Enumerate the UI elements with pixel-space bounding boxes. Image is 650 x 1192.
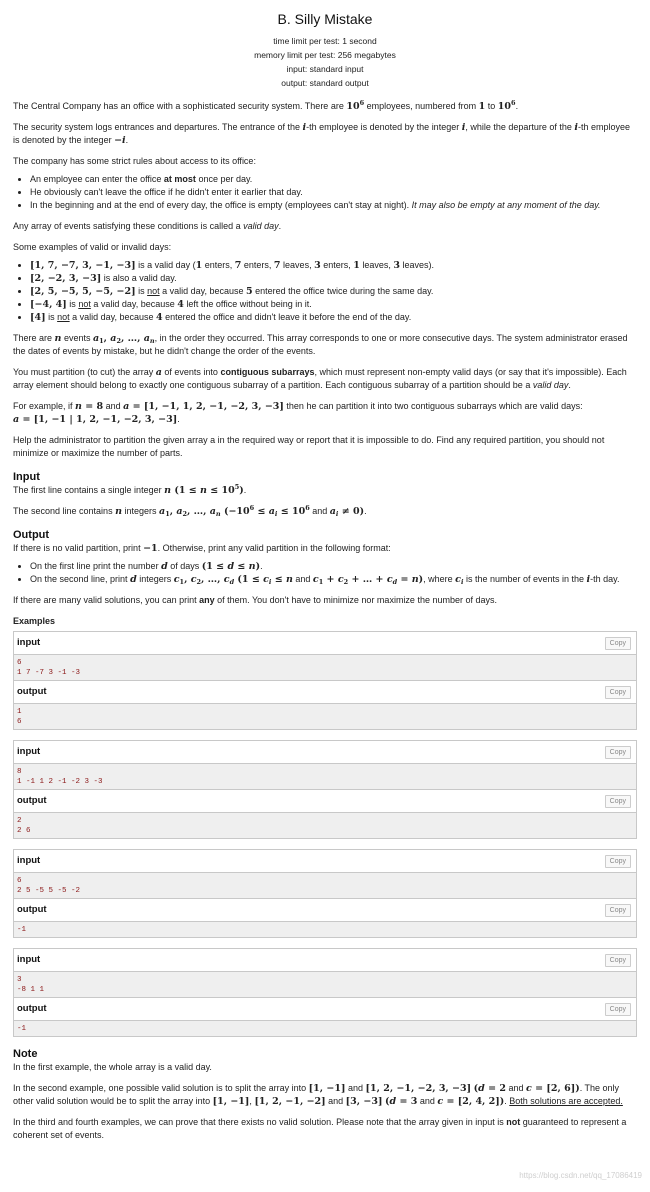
example-output-header: output Copy [14, 790, 636, 813]
list-item: • [2, −2, 3, −3] is also a valid day. [30, 272, 637, 285]
copy-button[interactable]: Copy [605, 637, 631, 650]
examples-section [13, 615, 637, 1037]
day-examples-list [13, 259, 637, 324]
list-item: • In the beginning and at the end of every day, the office is empty (employees can't stay at night). It may also be empty at any moment of the day. [30, 199, 637, 212]
statement-paragraph: Any array of events satisfying these conditions is called a valid day. [13, 221, 282, 231]
output-format-list [13, 560, 637, 586]
input-line-2: The second line contains n integers $a_1$, $a_2$, …, $a_n$ ($-10^6 \le a_i \le 10^6$ and $a_i \ne 0$). [13, 504, 367, 518]
example-input: 3 -8 1 1 [14, 972, 636, 998]
list-item: • On the second line, print d integers $c_1$, $c_2$, …, $c_d$ ($1 \le c_i \le n$ and $c_1 + c_2$ + … + $c_d = n$), where $c_i$ is the number of events in the i-th day. [30, 573, 637, 586]
example-input-header: input Copy [14, 741, 636, 764]
example-input-header: input Copy [14, 949, 636, 972]
input-line-1: The first line contains a single integer n $(1 \le n \le 10^5)$. [13, 483, 247, 496]
note-paragraph: In the first example, the whole array is a valid day. [13, 1062, 212, 1072]
example-block [13, 740, 637, 839]
example-block [13, 849, 637, 938]
example-block [13, 631, 637, 730]
statement-paragraph: Some examples of valid or invalid days: [13, 242, 172, 252]
statement-paragraph: The company has some strict rules about access to its office: [13, 156, 256, 166]
list-item: • On the first line print the number d of days (1 ≤ d ≤ n). [30, 560, 637, 573]
list-item: • An employee can enter the office at most once per day. [30, 173, 637, 186]
problem-title: B. Silly Mistake [277, 11, 373, 27]
memory-limit: memory limit per test: 256 megabytes [254, 50, 396, 60]
copy-button[interactable]: Copy [605, 954, 631, 967]
copy-button[interactable]: Copy [605, 855, 631, 868]
statement-paragraph: There are n events $a_1$, $a_2$, …, $a_n$, in the order they occurred. This array corresponds to one or more consecutive days. The system administrator erased the dates of events by mistake, but he didn't change the order of the events. [13, 333, 628, 356]
list-item: • He obviously can't leave the office if he didn't enter it earlier that day. [30, 186, 637, 199]
output-type: output: standard output [281, 78, 369, 88]
example-output-header: output Copy [14, 899, 636, 922]
example-output: -1 [14, 922, 636, 937]
examples-title: Examples [13, 616, 56, 626]
statement-paragraph: For example, if n = 8 and a = [1, −1, 1, 2, −1, −2, 3, −3] then he can partition it into two contiguous subarrays which are valid days: a = [1, −1 | 1, 2, −1, −2, 3, −3]. [13, 401, 583, 425]
statement-paragraph: The security system logs entrances and departures. The entrance of the i-th employee is denoted by the integer i, while the departure of the i-th employee is denoted by the integer −i. [13, 122, 631, 146]
example-output: 2 2 6 [14, 813, 636, 838]
statement-paragraph: You must partition (to cut) the array a of events into contiguous subarrays, which must represent non-empty valid days (or say that it's impossible). Each array element should belong to exactly one contiguous subarray of a partition. Each contiguous subarray of a partition should be a valid day. [13, 367, 627, 390]
output-section [13, 528, 637, 607]
note-title: Note [13, 1048, 38, 1060]
example-block [13, 948, 637, 1037]
list-item: • [1, 7, −7, 3, −1, −3] is a valid day (1 enters, 7 enters, 7 leaves, 3 enters, 1 leaves, 3 leaves). [30, 259, 637, 272]
output-line-1: If there is no valid partition, print −1. Otherwise, print any valid partition in the following format: [13, 543, 391, 554]
example-input: 6 1 7 -7 3 -1 -3 [14, 655, 636, 681]
example-output-header: output Copy [14, 681, 636, 704]
example-output: -1 [14, 1021, 636, 1036]
copy-button[interactable]: Copy [605, 1003, 631, 1016]
example-output: 1 6 [14, 704, 636, 729]
input-section [13, 470, 637, 518]
rules-list [13, 173, 637, 212]
example-input: 8 1 -1 1 2 -1 -2 3 -3 [14, 764, 636, 790]
copy-button[interactable]: Copy [605, 746, 631, 759]
problem-page [0, 11, 650, 1142]
statement-paragraph: The Central Company has an office with a sophisticated security system. There are $10^6$ employees, numbered from 1 to $10^6$. [13, 99, 519, 112]
example-input: 6 2 5 -5 5 -5 -2 [14, 873, 636, 899]
example-output-header: output Copy [14, 998, 636, 1021]
copy-button[interactable]: Copy [605, 904, 631, 917]
list-item: • [4] is not a valid day, because 4 entered the office and didn't leave it before the end of the day. [30, 311, 637, 324]
copy-button[interactable]: Copy [605, 795, 631, 808]
input-title: Input [13, 471, 40, 483]
problem-statement [13, 100, 637, 460]
list-item: • [−4, 4] is not a valid day, because 4 left the office without being in it. [30, 298, 637, 311]
time-limit: time limit per test: 1 second [273, 36, 377, 46]
list-item: • [2, 5, −5, 5, −5, −2] is not a valid day, because 5 entered the office twice during the same day. [30, 285, 637, 298]
example-input-header: input Copy [14, 632, 636, 655]
input-type: input: standard input [286, 64, 364, 74]
output-title: Output [13, 529, 50, 541]
problem-limits [13, 34, 637, 90]
copy-button[interactable]: Copy [605, 686, 631, 699]
note-paragraph: In the second example, one possible valid solution is to split the array into [1, −1] and [1, 2, −1, −2, 3, −3] (d = 2 and c = [2, 6]). The only other valid solution would be to split the array into [1, −1], [1, 2, −1, −2] and [3, −3] (d = 3 and c = [2, 4, 2]). Both solutions are accepted. [13, 1083, 623, 1107]
output-any-line: If there are many valid solutions, you can print any of them. You don't have to minimize nor maximize the number of days. [13, 595, 497, 605]
watermark: https://blog.csdn.net/qq_17086419 [519, 1171, 642, 1180]
statement-paragraph: Help the administrator to partition the given array a in the required way or report that it is impossible to do. Find any required partition, you should not minimize or maximize the number of parts. [13, 435, 605, 458]
note-paragraph: In the third and fourth examples, we can prove that there exists no valid solution. Please note that the array given in input is not guaranteed to represent a coherent set of events. [13, 1117, 627, 1140]
note-section [13, 1047, 637, 1142]
example-input-header: input Copy [14, 850, 636, 873]
